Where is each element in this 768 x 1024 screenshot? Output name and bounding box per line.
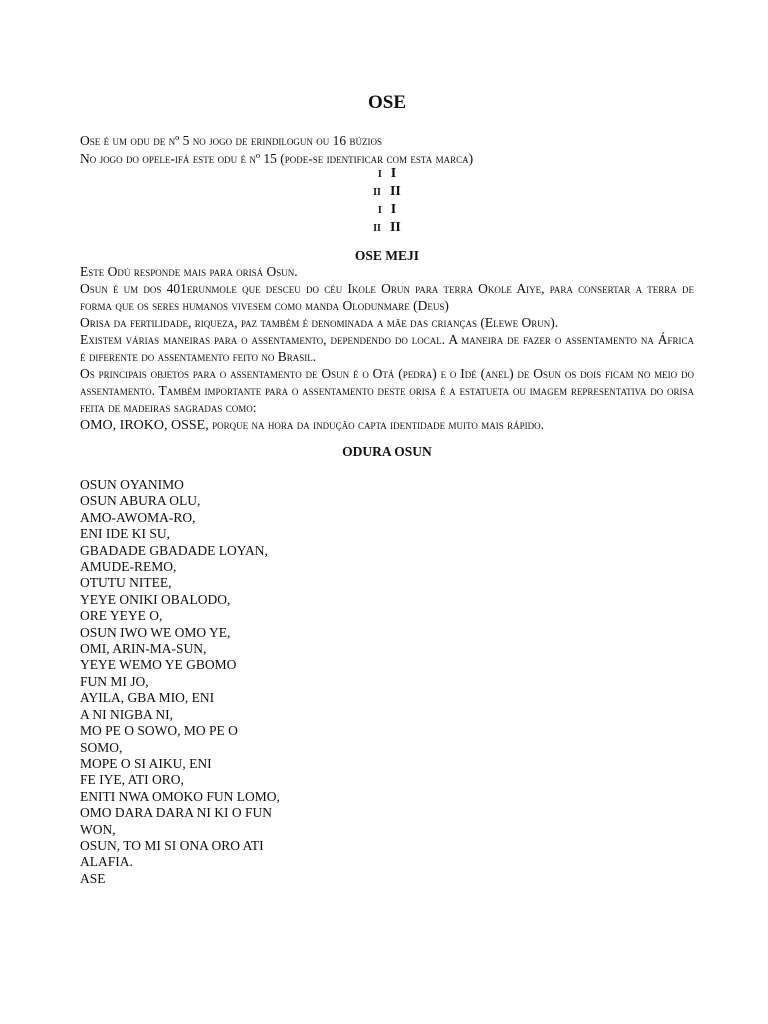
prayer-line: ORE YEYE O, (80, 608, 163, 624)
intro-line: Ose é um odu de nº 5 no jogo de erindilogun ou 16 búzios (80, 133, 383, 148)
prayer-line: GBADADE GBADADE LOYAN, (80, 542, 268, 558)
intro-line: No jogo do opele-ifá este odu é nº 15 (pode-se identificar com esta marca) (80, 151, 474, 166)
mark-row: II II (373, 184, 401, 199)
ose-meji-body (80, 263, 694, 434)
odu-marks (80, 165, 694, 237)
paragraph: Os principais objetos para o assentamento de Osun é o Otá (pedra) e o Idé (anel) de Osun os dois ficam no meio do assentamento. Também importante para o assentamento deste orisa é a estatueta ou imagem representativa do orisa feita de madeiras sagradas como: (80, 366, 694, 415)
prayer-line: MO PE O SOWO, MO PE O (80, 723, 238, 739)
prayer-line: FE IYE, ATI ORO, (80, 772, 184, 788)
section-heading-ose-meji: OSE MEJI (354, 248, 420, 263)
prayer-line: OMI, ARIN-MA-SUN, (80, 641, 207, 657)
prayer-line: AYILA, GBA MIO, ENI (80, 690, 215, 706)
prayer-line: ALAFIA. (80, 854, 133, 870)
prayer-line: SOMO, (80, 739, 123, 755)
mark-row: II II (373, 220, 401, 235)
prayer-text (80, 477, 694, 887)
prayer-line: ENI IDE KI SU, (80, 526, 170, 542)
prayer-line: AMUDE-REMO, (80, 559, 177, 575)
prayer-line: OSUN IWO WE OMO YE, (80, 624, 231, 640)
paragraph-last: OMO, IROKO, OSSE, porque na hora da indução capta identidade muito mais rápido. (80, 417, 544, 433)
page-title: OSE (367, 92, 407, 113)
paragraph: Osun é um dos 401erunmole que desceu do céu Ikole Orun para terra Okole Aiye, para consertar a terra de forma que os seres humanos vivesem como manda Olodunmare (Deus) (80, 281, 694, 313)
prayer-line: OTUTU NITEE, (80, 575, 172, 591)
prayer-line: ASE (80, 870, 106, 886)
prayer-line: YEYE WEMO YE GBOMO (80, 657, 237, 673)
prayer-line: A NI NIGBA NI, (80, 706, 173, 722)
paragraph: Orisa da fertilidade, riqueza, paz também é denominada a mãe das crianças (Elewe Orun). (80, 315, 559, 330)
paragraph: Existem várias maneiras para o assentamento, dependendo do local. A maneira de fazer o assentamento na África é diferente do assentamento feito no Brasil. (80, 332, 694, 364)
prayer-line: OSUN, TO MI SI ONA ORO ATI (80, 837, 264, 853)
mark-row: I I (377, 166, 397, 181)
prayer-line: OSUN OYANIMO (80, 477, 184, 492)
prayer-line: WON, (80, 821, 116, 837)
section-heading-odura-osun: ODURA OSUN (342, 444, 432, 459)
intro-text (80, 132, 694, 168)
paragraph: Este Odú responde mais para orisá Osun. (80, 264, 298, 279)
prayer-line: FUN MI JO, (80, 673, 149, 689)
prayer-line: MOPE O SI AIKU, ENI (80, 755, 212, 771)
prayer-line: AMO-AWOMA-RO, (80, 509, 196, 525)
prayer-line: YEYE ONIKI OBALODO, (80, 591, 231, 607)
prayer-line: OSUN ABURA OLU, (80, 493, 201, 509)
mark-row: I I (377, 202, 397, 217)
prayer-line: OMO DARA DARA NI KI O FUN (80, 805, 273, 821)
prayer-line: ENITI NWA OMOKO FUN LOMO, (80, 788, 280, 804)
